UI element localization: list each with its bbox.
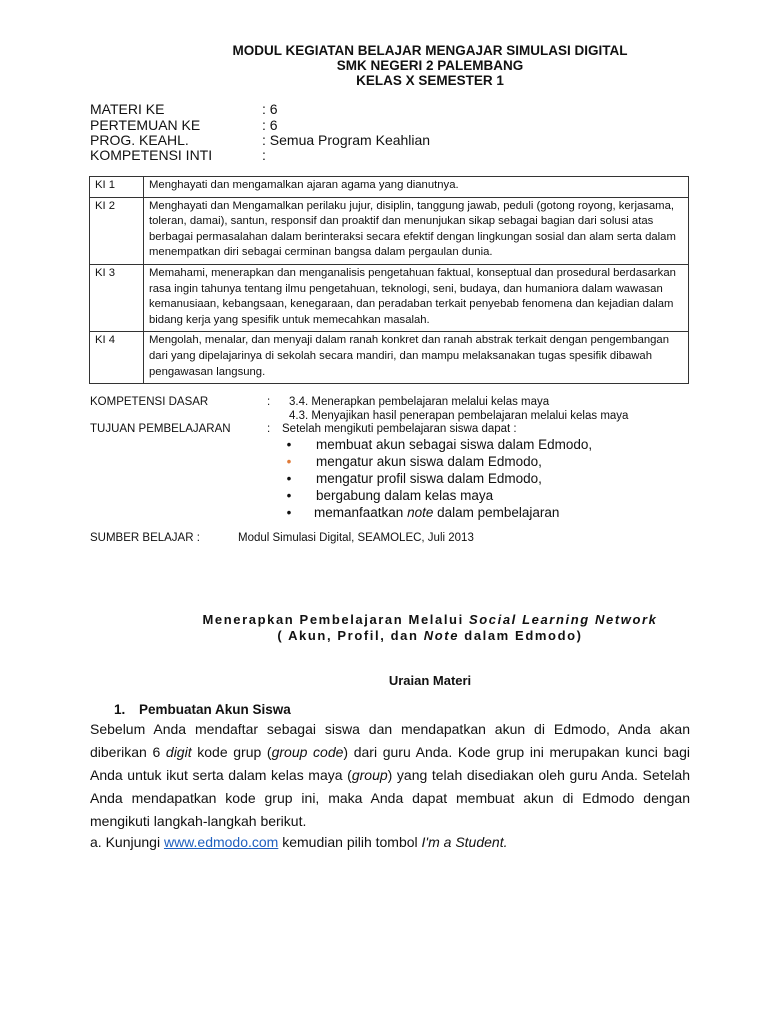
section-1-heading: Pembuatan Akun Siswa bbox=[139, 702, 291, 717]
tujuan-item-text: memanfaatkan note dalam pembelajaran bbox=[314, 505, 560, 520]
list-item bbox=[284, 488, 624, 506]
meta-label-pertemuan: PERTEMUAN KE bbox=[90, 117, 201, 133]
ki-code: KI 2 bbox=[90, 197, 144, 264]
meta-label-prog: PROG. KEAHL. bbox=[90, 132, 189, 148]
tujuan-item-text: membuat akun sebagai siswa dalam Edmodo, bbox=[316, 437, 593, 452]
list-item bbox=[284, 505, 624, 523]
kd-line1: 3.4. Menerapkan pembelajaran melalui kelas maya bbox=[289, 396, 550, 408]
bullet-icon: • bbox=[286, 471, 292, 486]
tujuan-item-text: mengatur akun siswa dalam Edmodo, bbox=[316, 454, 542, 469]
tujuan-label: TUJUAN PEMBELAJARAN bbox=[90, 423, 231, 435]
bullet-icon: • bbox=[286, 437, 292, 452]
ki-code: KI 4 bbox=[90, 332, 144, 384]
ki-text: Memahami, menerapkan dan menganalisis pengetahuan faktual, konseptual dan prosedural berdasarkan rasa ingin tahunya tentang ilmu pengetahuan, teknologi, seni, budaya, dan humaniora dalam wawasan kemanusiaan, kebangsaan, kenegaraan, dan peradaban terkait penyebab fenomena dan kejadian dalam bidang kerja yang spesifik untuk memecahkan masalah. bbox=[144, 264, 689, 331]
tujuan-item-text: bergabung dalam kelas maya bbox=[316, 488, 494, 503]
lesson-title: Menerapkan Pembelajaran Melalui Social Learning Network bbox=[202, 612, 658, 627]
sumber-value: Modul Simulasi Digital, SEAMOLEC, Juli 2013 bbox=[238, 532, 474, 544]
list-item bbox=[284, 454, 624, 472]
meta-value-prog: : Semua Program Keahlian bbox=[262, 132, 431, 148]
list-item bbox=[284, 437, 624, 455]
doc-header-line1: MODUL KEGIATAN BELAJAR MENGAJAR SIMULASI DIGITAL bbox=[232, 43, 628, 58]
meta-label-ki: KOMPETENSI INTI bbox=[90, 147, 213, 163]
body-paragraph: Sebelum Anda mendaftar sebagai siswa dan mendapatkan akun di Edmodo, Anda akan diberikan 6 digit kode grup (group code) dari guru Anda. Kode grup ini merupakan kunci bagi Anda untuk ikut serta dalam kelas maya (group) yang telah disediakan oleh guru Anda. Setelah Anda mendapatkan kode grup ini, maka Anda dapat membuat akun di Edmodo dengan mengikuti langkah-langkah berikut. bbox=[90, 721, 691, 829]
kd-colon: : bbox=[267, 396, 271, 408]
list-item bbox=[284, 471, 624, 489]
tujuan-item-text: mengatur profil siswa dalam Edmodo, bbox=[316, 471, 542, 486]
meta-label-materi: MATERI KE bbox=[90, 101, 165, 117]
kd-label: KOMPETENSI DASAR bbox=[90, 396, 209, 408]
sumber-label: SUMBER BELAJAR : bbox=[90, 532, 200, 544]
bullet-icon: • bbox=[286, 505, 292, 520]
edmodo-link[interactable]: www.edmodo.com bbox=[163, 834, 279, 850]
tujuan-colon: : bbox=[267, 423, 271, 435]
ki-code: KI 1 bbox=[90, 177, 144, 198]
ki-row bbox=[90, 332, 689, 384]
kd-line2: 4.3. Menyajikan hasil penerapan pembelajaran melalui kelas maya bbox=[289, 410, 629, 422]
step-a: a. Kunjungi www.edmodo.com kemudian pilih tombol I'm a Student. bbox=[90, 834, 508, 850]
meta-value-materi: : 6 bbox=[262, 101, 278, 117]
bullet-icon: • bbox=[286, 488, 292, 503]
tujuan-intro: Setelah mengikuti pembelajaran siswa dapat : bbox=[282, 423, 517, 435]
section-1-number: 1. bbox=[114, 702, 126, 717]
doc-header-line3: KELAS X SEMESTER 1 bbox=[356, 73, 504, 88]
ki-text: Menghayati dan mengamalkan ajaran agama yang dianutnya. bbox=[144, 177, 689, 198]
doc-header-line2: SMK NEGERI 2 PALEMBANG bbox=[336, 58, 524, 73]
meta-value-ki: : bbox=[262, 147, 266, 163]
ki-text: Mengolah, menalar, dan menyaji dalam ranah konkret dan ranah abstrak terkait dengan pengembangan dari yang dipelajarinya di sekolah secara mandiri, dan mampu melaksanakan tugas spesifik dibawah pengawasan langsung. bbox=[144, 332, 689, 384]
bullet-icon: • bbox=[286, 454, 292, 469]
ki-text: Menghayati dan Mengamalkan perilaku jujur, disiplin, tanggung jawab, peduli (gotong royong, kerjasama, toleran, damai), santun, responsif dan proaktif dan menunjukan sikap sebagai bagian dari solusi atas berbagai permasalahan dalam berinteraksi secara efektif dengan lingkungan sosial dan alam serta dalam menempatkan diri sebagai cerminan bangsa dalam pergaulan dunia. bbox=[144, 197, 689, 264]
lesson-subtitle: ( Akun, Profil, dan Note dalam Edmodo) bbox=[277, 628, 583, 643]
ki-code: KI 3 bbox=[90, 264, 144, 331]
tujuan-list bbox=[284, 437, 624, 527]
ki-table bbox=[89, 176, 689, 384]
section-heading-uraian: Uraian Materi bbox=[388, 673, 472, 688]
ki-row bbox=[90, 197, 689, 264]
ki-row bbox=[90, 177, 689, 198]
ki-row bbox=[90, 264, 689, 331]
meta-value-pertemuan: : 6 bbox=[262, 117, 278, 133]
